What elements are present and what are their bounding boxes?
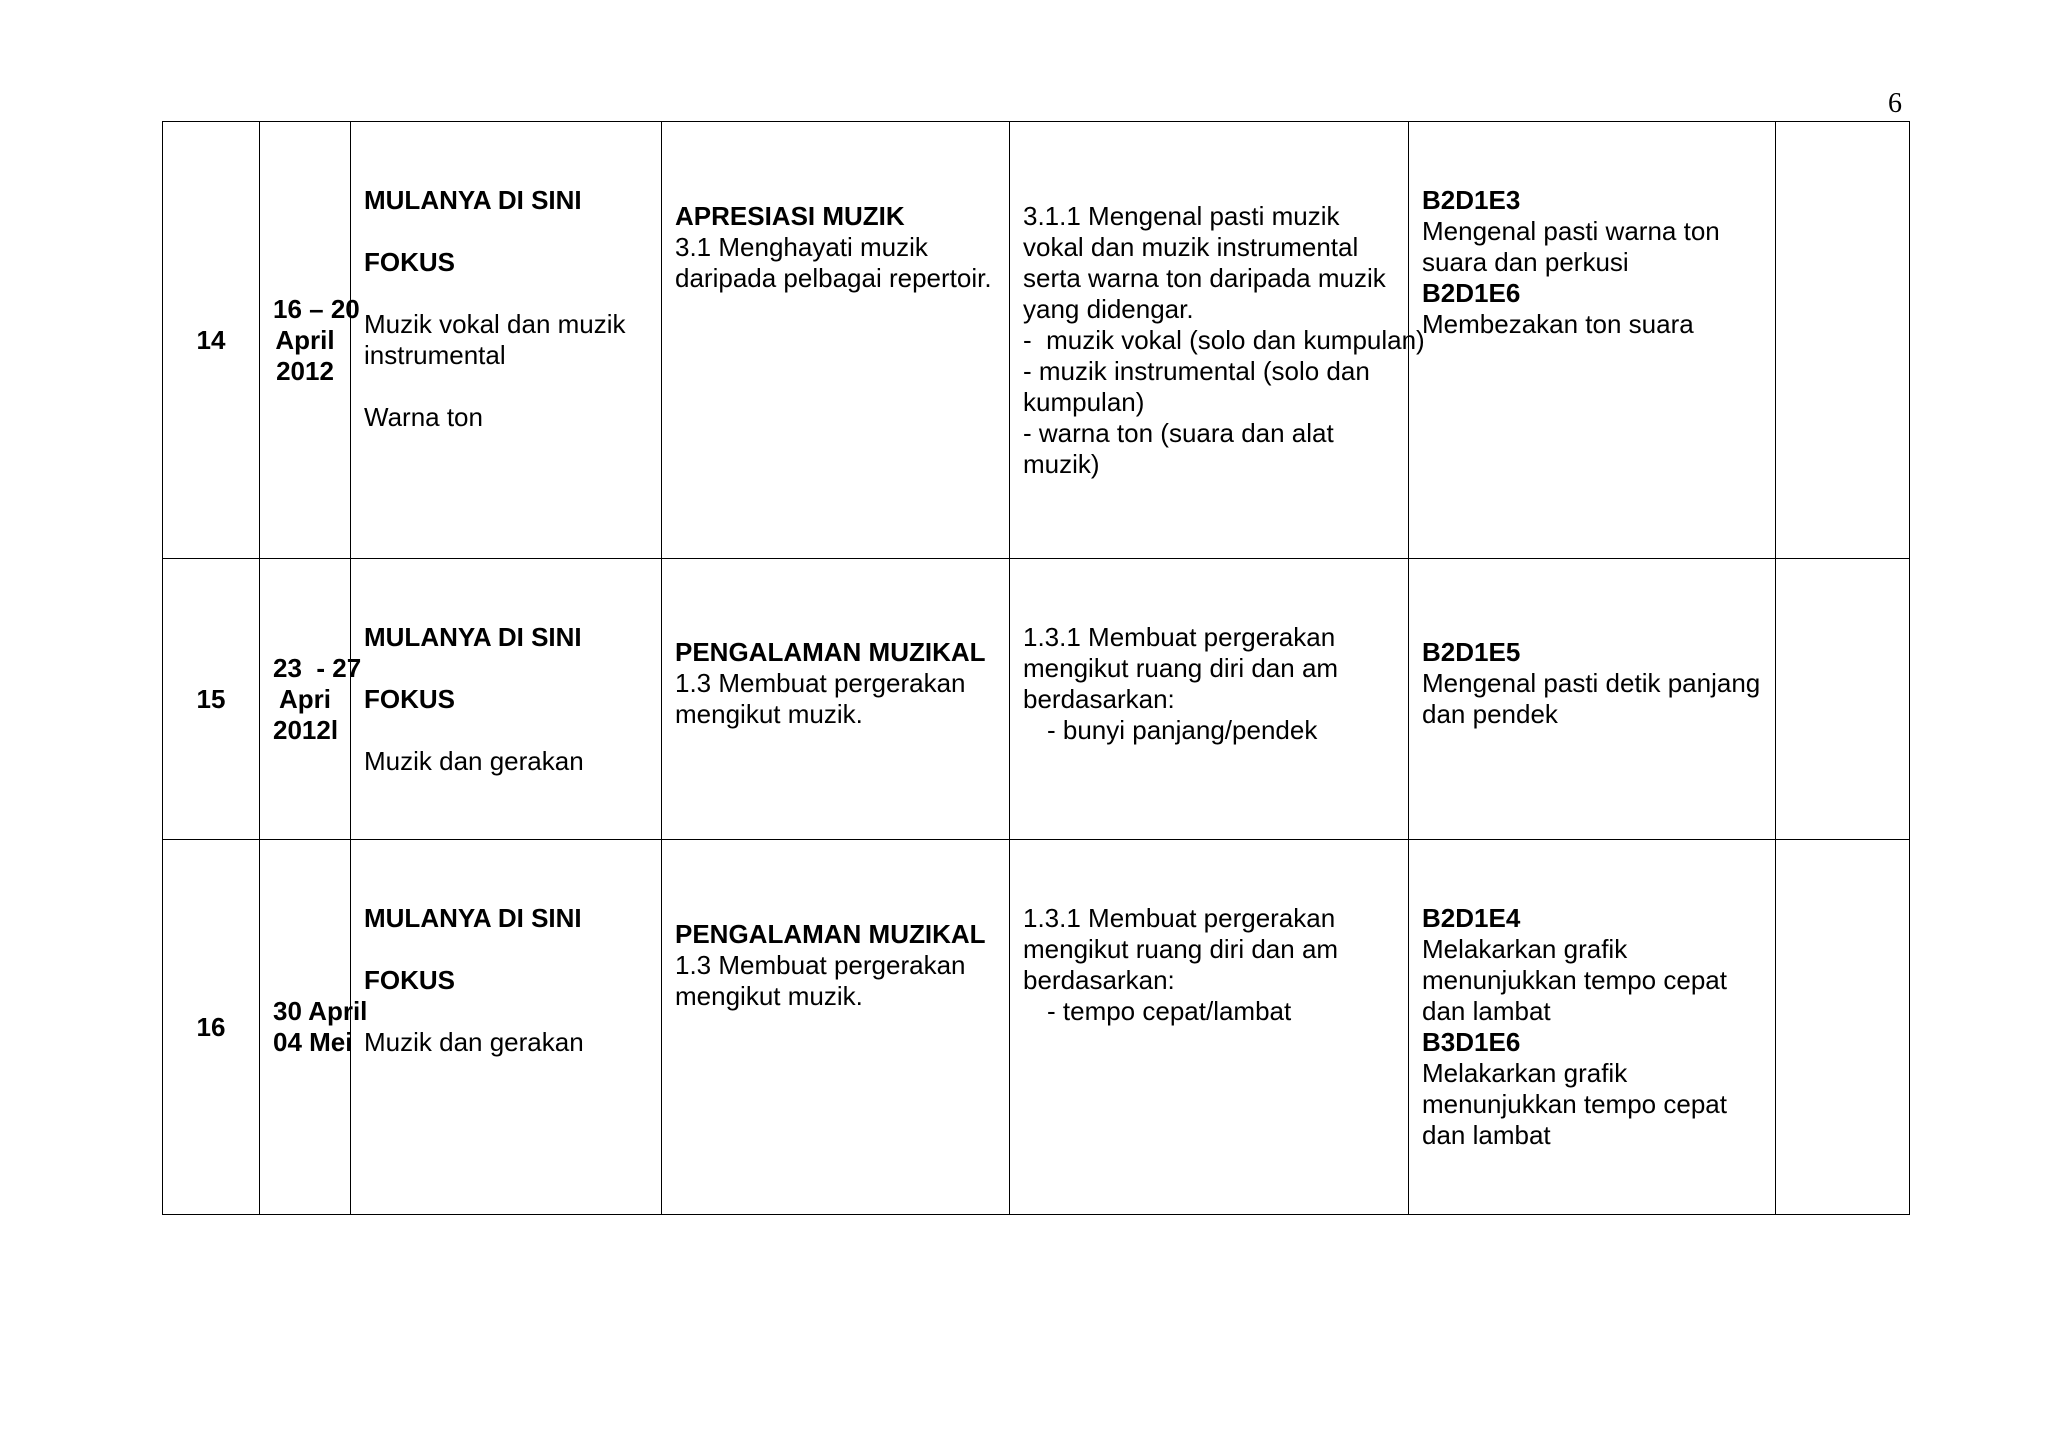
table-row [163,559,1910,840]
date-cell [260,559,362,840]
area-title: APRESIASI MUZIK [675,200,905,231]
focus-label: FOKUS [364,683,455,714]
week-number: 14 [163,122,260,559]
date-line: Apri [279,683,331,714]
outcome-bullet: - bunyi panjang/pendek [1047,714,1318,745]
outcome-bullet: - warna ton (suara dan alat muzik) [1023,417,1334,479]
unit-cell [351,559,662,840]
scheme-of-work-table [162,121,1910,1215]
date-line: 2012l [273,714,339,745]
learning-area-cell [662,122,1010,559]
evidence-code: B2D1E6 [1422,278,1521,308]
focus-label: FOKUS [364,965,455,995]
date-cell [260,840,368,1215]
week-number: 15 [163,559,260,840]
outcome-bullet: - muzik vokal (solo dan kumpulan) [1023,324,1425,355]
unit-title: MULANYA DI SINI [364,185,582,215]
unit-cell [351,840,662,1215]
date-line: 30 April [273,996,368,1026]
date-cell [260,122,360,559]
table-row [163,122,1910,559]
evidence-cell [1409,559,1776,840]
outcome-text: 3.1.1 Mengenal pasti muzik vokal dan muzik instrumental serta warna ton daripada muzik yang didengar. [1023,200,1386,324]
notes-cell [1776,840,1910,1215]
evidence-cell [1409,122,1776,559]
unit-title: MULANYA DI SINI [364,621,582,652]
focus-label: FOKUS [364,247,455,277]
focus-item: Warna ton [364,402,483,432]
unit-title: MULANYA DI SINI [364,903,582,933]
unit-cell [351,122,662,559]
learning-outcome-cell [1010,122,1425,559]
notes-cell [1776,122,1910,559]
learning-outcome-cell [1010,559,1409,840]
focus-item: Muzik dan gerakan [364,1027,584,1057]
date-line: 23 - 27 [273,652,362,683]
page-number: 6 [1888,88,1902,119]
area-standard: 1.3 Membuat pergerakan mengikut muzik. [675,949,966,1011]
notes-cell [1776,559,1910,840]
evidence-text: Mengenal pasti detik panjang dan pendek [1422,668,1761,729]
evidence-code: B3D1E6 [1422,1027,1521,1057]
date-line: April [275,324,335,355]
outcome-bullet: - tempo cepat/lambat [1047,996,1292,1026]
evidence-code: B2D1E3 [1422,185,1521,215]
date-line: 16 – 20 [273,293,360,324]
learning-area-cell [662,559,1010,840]
area-title: PENGALAMAN MUZIKAL [675,918,986,949]
evidence-text: Melakarkan grafik menunjukkan tempo cepat dan lambat [1422,934,1727,1026]
focus-item: Muzik vokal dan muzik instrumental [364,309,626,370]
evidence-code: B2D1E5 [1422,637,1521,667]
evidence-text: Mengenal pasti warna ton suara dan perkusi [1422,216,1720,277]
learning-outcome-cell [1010,840,1409,1215]
learning-area-cell [662,840,1010,1215]
week-number: 16 [163,840,260,1215]
table-row [163,840,1910,1215]
area-standard: 3.1 Menghayati muzik daripada pelbagai repertoir. [675,231,992,293]
evidence-code: B2D1E4 [1422,903,1521,933]
evidence-text: Membezakan ton suara [1422,309,1694,339]
outcome-bullet: - muzik instrumental (solo dan kumpulan) [1023,355,1370,417]
evidence-cell [1409,840,1776,1215]
date-line: 2012 [276,355,334,386]
outcome-text: 1.3.1 Membuat pergerakan mengikut ruang diri dan am berdasarkan: [1023,903,1339,995]
area-standard: 1.3 Membuat pergerakan mengikut muzik. [675,668,966,729]
outcome-text: 1.3.1 Membuat pergerakan mengikut ruang diri dan am berdasarkan: [1023,621,1339,714]
area-title: PENGALAMAN MUZIKAL [675,637,986,667]
date-line: 04 Mei [273,1027,353,1057]
evidence-text: Melakarkan grafik menunjukkan tempo cepat dan lambat [1422,1058,1727,1150]
focus-item: Muzik dan gerakan [364,745,584,776]
